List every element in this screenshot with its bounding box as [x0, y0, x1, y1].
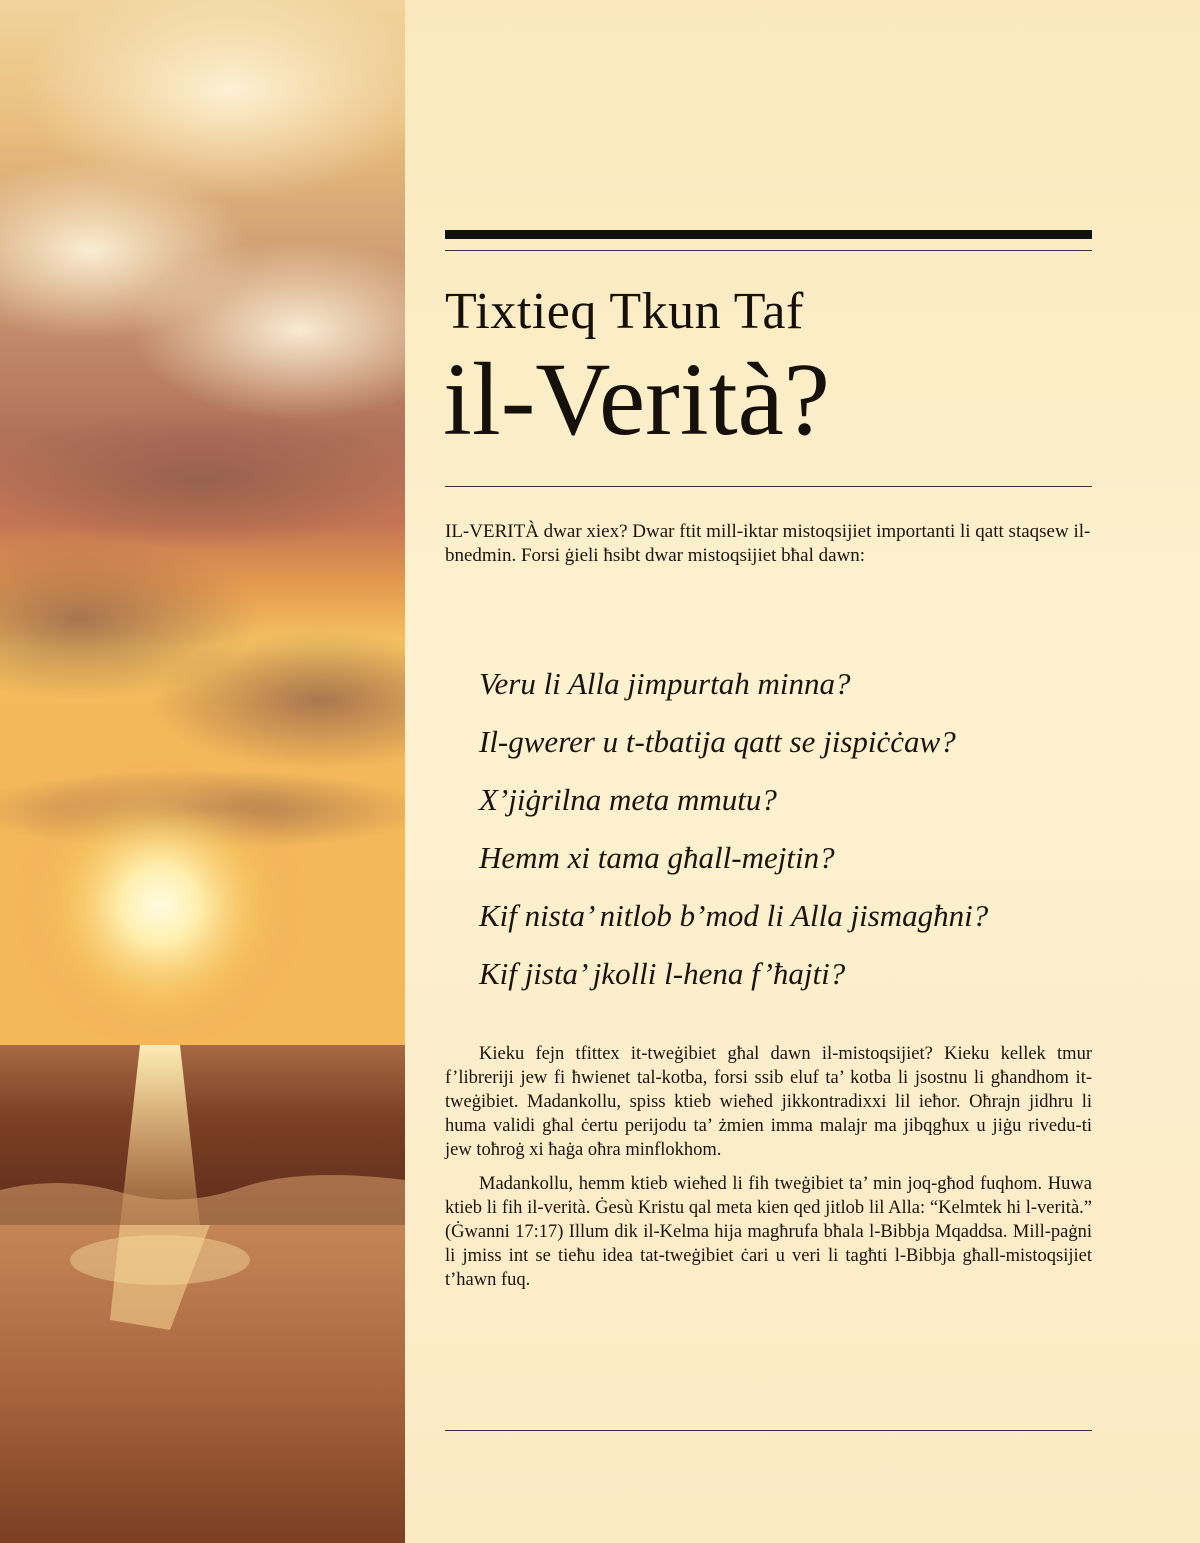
question-list	[479, 655, 988, 1003]
title-bottom-rule	[445, 486, 1092, 487]
question-item: Il-gwerer u t-tbatija qatt se jispiċċaw?	[479, 724, 956, 759]
title-line-2: il-Verità?	[443, 342, 830, 457]
body-text	[445, 1042, 1092, 1302]
question-item: Kif jista’ jkolli l-hena f’ħajti?	[479, 956, 846, 991]
bottom-rule	[445, 1430, 1092, 1431]
intro-paragraph	[445, 520, 1092, 568]
question-item: X’jiġrilna meta mmutu?	[479, 782, 777, 817]
intro-lead: IL-VERITÀ	[445, 521, 539, 542]
sun	[10, 755, 310, 1055]
body-paragraph-1: Kieku fejn tfittex it-tweġibiet għal dawn il-mistoqsijiet? Kieku kellek tmur f’libreriji jew fi ħwienet tal-kotba, forsi ssib eluf ta’ kotba li jsostnu li għandhom it-tweġibiet. Madankollu, spiss ktieb wieħed jikkontradixxi lil ieħor. Oħrajn jidhru li huma validi għal ċertu perijodu ta’ żmien imma malajr ma jibqgħux u jiġu rivedu-ti jew toħroġ xi ħaġa oħra minflokhom.	[445, 1044, 1092, 1160]
article-panel	[405, 0, 1200, 1543]
question-item: Veru li Alla jimpurtah minna?	[479, 666, 851, 701]
question-item: Kif nista’ nitlob b’mod li Alla jismagħni?	[479, 898, 989, 933]
top-thick-rule	[445, 230, 1092, 239]
top-thin-rule	[445, 250, 1092, 251]
body-paragraph-2: Madankollu, hemm ktieb wieħed li fih tweġibiet ta’ min joq-għod fuqhom. Huwa ktieb li fih il-verità. Ġesù Kristu qal meta kien qed jitlob lil Alla: “Kelmtek hi l-verità.” (Ġwanni 17:17) Illum dik il-Kelma hija magħrufa bħala l-Bibbja Mqaddsa. Mill-paġni li jmiss int se tieħu idea tat-tweġibiet ċari u veri li tagħti l-Bibbja għall-mistoqsijiet t’hawn fuq.	[445, 1174, 1092, 1290]
title-line-1: Tixtieq Tkun Taf	[445, 283, 804, 340]
sunset-illustration	[0, 0, 405, 1543]
question-item: Hemm xi tama għall-mejtin?	[479, 840, 835, 875]
intro-text: dwar xiex? Dwar ftit mill-iktar mistoqsijiet importanti li qatt staqsew il-bnedmin. Forsi ġieli ħsibt dwar mistoqsijiet bħal dawn:	[445, 521, 1091, 566]
sunset-photo	[0, 0, 405, 1543]
